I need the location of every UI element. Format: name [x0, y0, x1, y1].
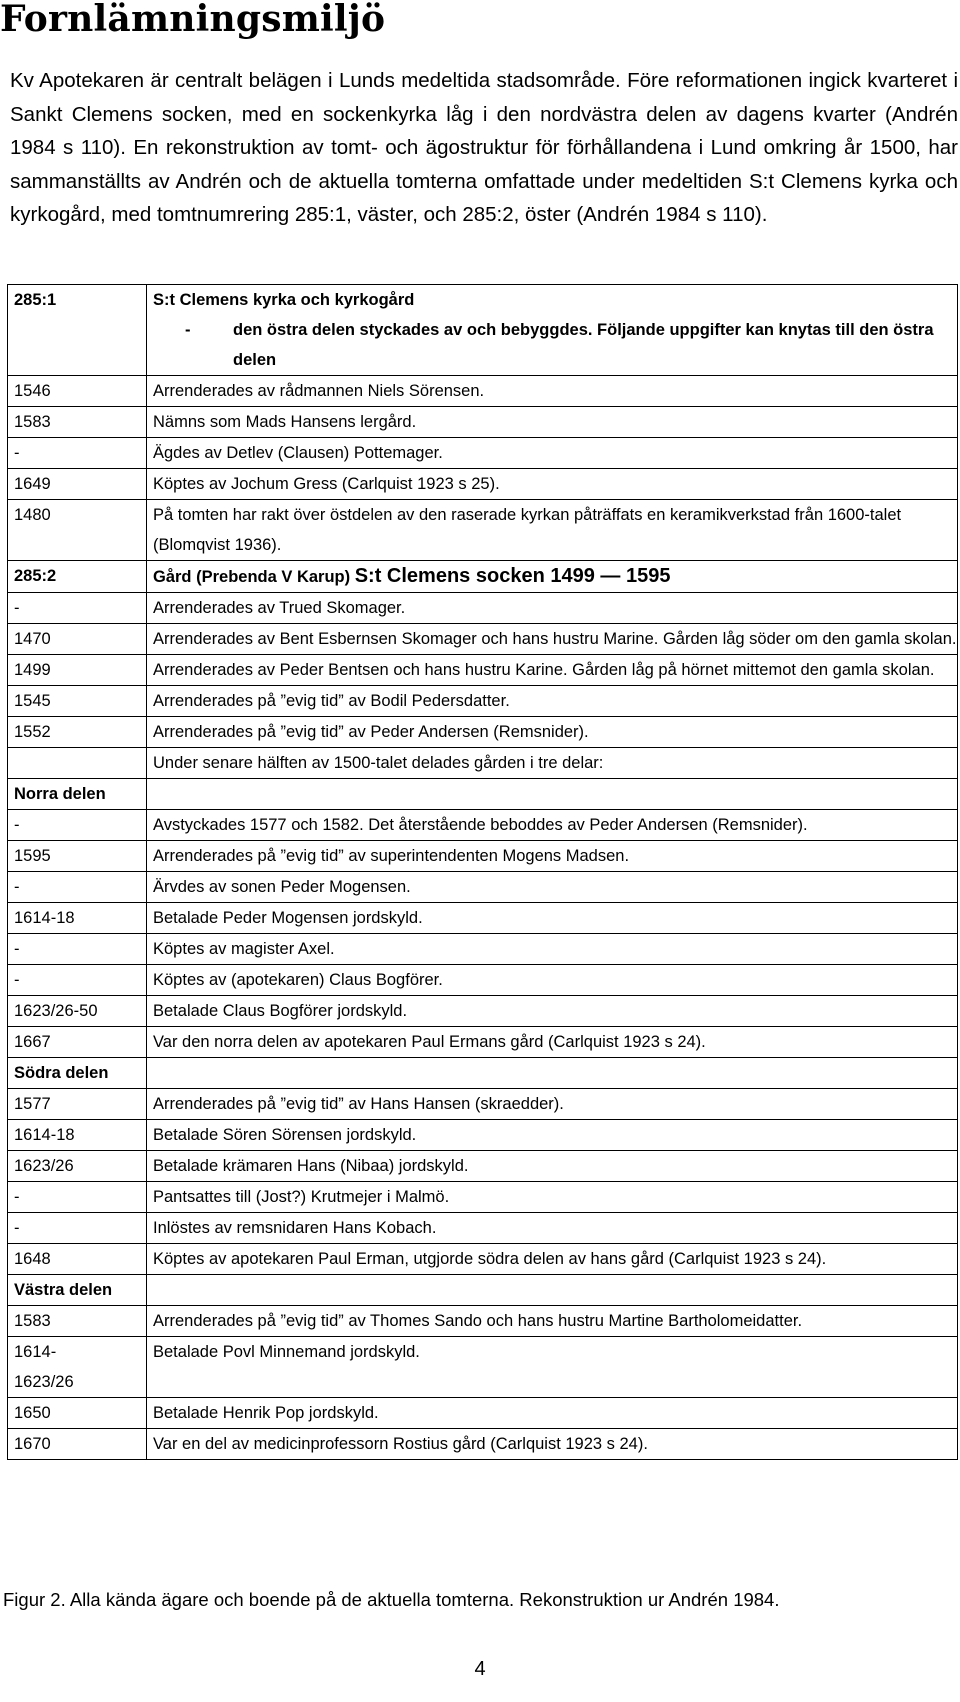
row-year: 1552 [8, 717, 147, 748]
row-text: Betalade Claus Bogförer jordskyld. [147, 996, 958, 1027]
row-year: - [8, 1213, 147, 1244]
row-year: - [8, 934, 147, 965]
row-year: - [8, 965, 147, 996]
row-year: 1499 [8, 655, 147, 686]
row-text: Ägdes av Detlev (Clausen) Pottemager. [147, 438, 958, 469]
row-year: 1480 [8, 500, 147, 561]
norra-section-label: Norra delen [8, 779, 147, 810]
row-text: Arrenderades av Peder Bentsen och hans hustru Karine. Gården låg på hörnet mittemot den gamla skolan. [147, 655, 958, 686]
lot2-heading-row [8, 561, 958, 593]
row-text: Var den norra delen av apotekaren Paul Ermans gård (Carlquist 1923 s 24). [147, 1027, 958, 1058]
ownership-table [7, 284, 958, 1460]
row-year: 1583 [8, 407, 147, 438]
row-year: 1470 [8, 624, 147, 655]
lot2-heading-a: Gård (Prebenda V Karup) [153, 568, 355, 586]
empty-cell [147, 1275, 958, 1306]
table-row [8, 624, 958, 655]
lot1-heading-cell [147, 285, 958, 376]
table-row [8, 717, 958, 748]
row-year: 1546 [8, 376, 147, 407]
lot1-subnote [153, 315, 957, 375]
row-text: Arrenderades av rådmannen Niels Sörensen. [147, 376, 958, 407]
row-text: Arrenderades på ”evig tid” av Thomes Sando och hans hustru Martine Bartholomeidatter. [147, 1306, 958, 1337]
lot1-heading-row [8, 285, 958, 376]
row-text: Arrenderades på ”evig tid” av superintendenten Mogens Madsen. [147, 841, 958, 872]
row-year: - [8, 872, 147, 903]
row-text: På tomten har rakt över östdelen av den raserade kyrkan påträffats en keramikverkstad från 1600-talet (Blomqvist 1936). [147, 500, 958, 561]
lot1-id: 285:1 [8, 285, 147, 376]
table-row [8, 1244, 958, 1275]
table-row [8, 407, 958, 438]
row-text: Under senare hälften av 1500-talet delades gården i tre delar: [147, 748, 958, 779]
page-number: 4 [474, 1658, 486, 1680]
table-row [8, 872, 958, 903]
lot2-heading-b: S:t Clemens socken 1499 — 1595 [354, 565, 671, 587]
row-text: Arrenderades på ”evig tid” av Hans Hansen (skraedder). [147, 1089, 958, 1120]
row-year: - [8, 810, 147, 841]
row-year: 1623/26-50 [8, 996, 147, 1027]
row-year: 1614-18 [8, 903, 147, 934]
row-text: Nämns som Mads Hansens lergård. [147, 407, 958, 438]
norra-section-row [8, 779, 958, 810]
table-row [8, 1182, 958, 1213]
row-year: 1614-18 [8, 1120, 147, 1151]
row-year: 1650 [8, 1398, 147, 1429]
row-text: Arrenderades av Bent Esbernsen Skomager och hans hustru Marine. Gården låg söder om den gamla skolan. [147, 624, 958, 655]
table-row [8, 934, 958, 965]
row-year [8, 748, 147, 779]
page-title: Fornlämningsmiljö [0, 0, 386, 40]
table-row [8, 376, 958, 407]
row-year: - [8, 438, 147, 469]
table-row [8, 1213, 958, 1244]
row-text: Köptes av apotekaren Paul Erman, utgjorde södra delen av hans gård (Carlquist 1923 s 24). [147, 1244, 958, 1275]
empty-cell [147, 779, 958, 810]
table-row [8, 1027, 958, 1058]
row-year: 1595 [8, 841, 147, 872]
row-year: 1649 [8, 469, 147, 500]
intro-paragraph: Kv Apotekaren är centralt belägen i Lunds medeltida stadsområde. Före reformationen ingick kvarteret i Sankt Clemens socken, med en sockenkyrka låg i den nordvästra delen av dagens kvarter (Andrén 1984 s 110). En rekonstruktion av tomt- och ägostruktur för förhållandena i Lund omkring år 1500, har sammanställts av Andrén och de aktuella tomterna omfattade under medeltiden S:t Clemens kyrka och kyrkogård, med tomtnumrering 285:1, väster, och 285:2, öster (Andrén 1984 s 110). [10, 69, 958, 226]
table-row [8, 1429, 958, 1460]
vastra-section-label: Västra delen [8, 1275, 147, 1306]
table-row [8, 655, 958, 686]
table-row [8, 686, 958, 717]
row-text: Köptes av magister Axel. [147, 934, 958, 965]
row-year: 1545 [8, 686, 147, 717]
row-text: Ärvdes av sonen Peder Mogensen. [147, 872, 958, 903]
row-text: Betalade Sören Sörensen jordskyld. [147, 1120, 958, 1151]
row-year: 1577 [8, 1089, 147, 1120]
table-row [8, 810, 958, 841]
row-year: 1623/26 [8, 1151, 147, 1182]
table-row [8, 965, 958, 996]
row-year: 1667 [8, 1027, 147, 1058]
empty-cell [147, 1058, 958, 1089]
lot1-heading: S:t Clemens kyrka och kyrkogård [153, 291, 415, 309]
row-year: 1614- 1623/26 [8, 1337, 147, 1398]
table-row [8, 1089, 958, 1120]
vastra-section-row [8, 1275, 958, 1306]
figure-caption: Figur 2. Alla kända ägare och boende på de aktuella tomterna. Rekonstruktion ur Andrén 1984. [3, 1589, 780, 1610]
row-text: Köptes av (apotekaren) Claus Bogförer. [147, 965, 958, 996]
row-text: Betalade krämaren Hans (Nibaa) jordskyld. [147, 1151, 958, 1182]
table-row [8, 1120, 958, 1151]
table-row [8, 903, 958, 934]
table-row [8, 1151, 958, 1182]
lot2-heading-cell [147, 561, 958, 593]
sodra-section-row [8, 1058, 958, 1089]
lot1-subnote-dash: - [185, 321, 191, 339]
row-year: 1648 [8, 1244, 147, 1275]
table-row [8, 841, 958, 872]
row-text: Köptes av Jochum Gress (Carlquist 1923 s 25). [147, 469, 958, 500]
sodra-section-label: Södra delen [8, 1058, 147, 1089]
row-year: - [8, 593, 147, 624]
table-row [8, 1306, 958, 1337]
table-row [8, 500, 958, 561]
table-row [8, 1398, 958, 1429]
row-text: Inlöstes av remsnidaren Hans Kobach. [147, 1213, 958, 1244]
table-row [8, 593, 958, 624]
table-row [8, 438, 958, 469]
row-text: Var en del av medicinprofessorn Rostius gård (Carlquist 1923 s 24). [147, 1429, 958, 1460]
table-row [8, 1337, 958, 1398]
row-text: Pantsattes till (Jost?) Krutmejer i Malmö. [147, 1182, 958, 1213]
row-year: 1583 [8, 1306, 147, 1337]
row-year: 1670 [8, 1429, 147, 1460]
row-text: Arrenderades på ”evig tid” av Peder Andersen (Remsnider). [147, 717, 958, 748]
table-row [8, 996, 958, 1027]
table-row [8, 748, 958, 779]
row-text: Avstyckades 1577 och 1582. Det återstående beboddes av Peder Andersen (Remsnider). [147, 810, 958, 841]
table-row [8, 469, 958, 500]
row-text: Arrenderades av Trued Skomager. [147, 593, 958, 624]
row-year: - [8, 1182, 147, 1213]
lot2-id: 285:2 [8, 561, 147, 593]
row-text: Betalade Povl Minnemand jordskyld. [147, 1337, 958, 1398]
lot1-subnote-text: den östra delen styckades av och bebyggdes. Följande uppgifter kan knytas till den östra delen [233, 321, 934, 369]
row-text: Betalade Peder Mogensen jordskyld. [147, 903, 958, 934]
row-text: Betalade Henrik Pop jordskyld. [147, 1398, 958, 1429]
row-text: Arrenderades på ”evig tid” av Bodil Pedersdatter. [147, 686, 958, 717]
